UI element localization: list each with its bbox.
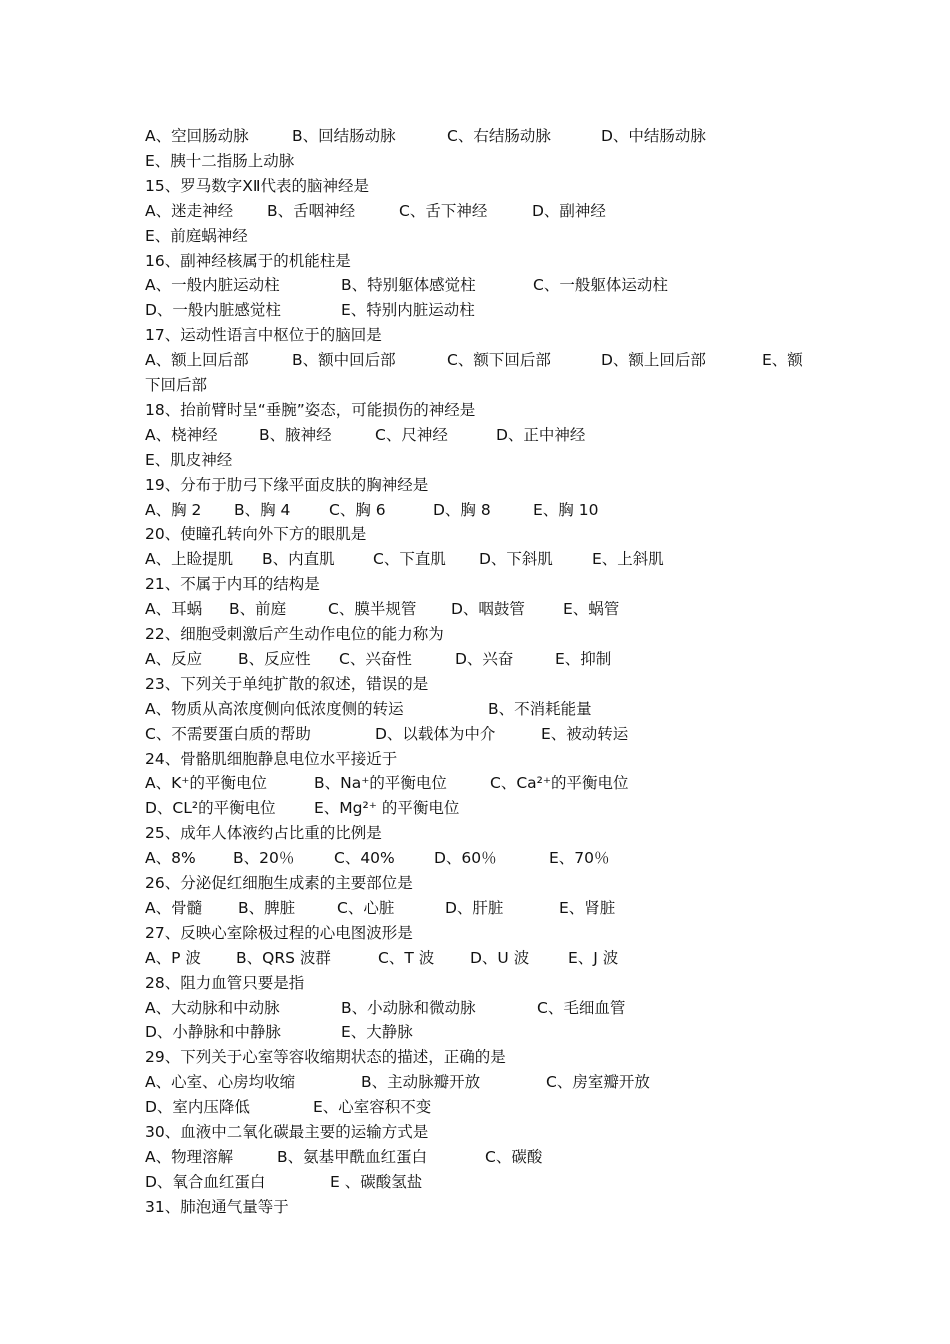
option-text: A、额上回后部 (145, 351, 249, 370)
option-text: C、Ca²⁺的平衡电位 (490, 774, 629, 793)
option-text: E、胸 10 (533, 500, 599, 519)
option-text: B、舌咽神经 (267, 201, 356, 220)
option-text: A、大动脉和中动脉 (145, 998, 280, 1017)
option-text: C、舌下神经 (399, 201, 488, 220)
option-text: C、尺神经 (375, 425, 448, 444)
line-text: E、胰十二指肠上动脉 (145, 151, 295, 170)
option-text: C、胸 6 (329, 500, 386, 519)
option-text: A、耳蜗 (145, 600, 203, 619)
option-text: D、60％ (434, 849, 497, 868)
option-text: B、不消耗能量 (488, 699, 592, 718)
option-text: D、副神经 (532, 201, 606, 220)
option-text: D、以载体为中介 (375, 724, 496, 743)
line-text: 16、副神经核属于的机能柱是 (145, 251, 351, 270)
option-text: B、Na⁺的平衡电位 (314, 774, 447, 793)
option-text: C、房室瓣开放 (546, 1073, 650, 1092)
option-text: C、膜半规管 (328, 600, 417, 619)
line-text: 27、反映心室除极过程的心电图波形是 (145, 923, 413, 942)
line-text: 31、肺泡通气量等于 (145, 1197, 289, 1216)
option-text: C、一般躯体运动柱 (533, 276, 668, 295)
line-text: E、前庭蜗神经 (145, 226, 248, 245)
option-text: D、U 波 (470, 948, 530, 967)
option-text: C、下直肌 (373, 550, 446, 569)
option-text: B、QRS 波群 (236, 948, 331, 967)
line-text: 28、阻力血管只要是指 (145, 973, 305, 992)
line-text: 22、细胞受刺激后产生动作电位的能力称为 (145, 625, 444, 643)
option-text: B、20％ (233, 849, 295, 868)
option-text: E、特别内脏运动柱 (341, 301, 475, 320)
option-text: E 、碳酸氢盐 (330, 1172, 423, 1191)
line-text: 19、分布于肋弓下缘平面皮肤的胸神经是 (145, 475, 429, 494)
option-text: C、心脏 (337, 898, 395, 917)
line-text: 26、分泌促红细胞生成素的主要部位是 (145, 874, 413, 892)
option-text: D、正中神经 (496, 425, 586, 444)
option-text: D、下斜肌 (479, 550, 553, 569)
option-text: D、CL²的平衡电位 (145, 799, 276, 818)
option-text: D、中结肠动脉 (601, 127, 706, 145)
option-text: E、抑制 (555, 649, 612, 668)
option-text: B、脾脏 (238, 898, 296, 917)
option-text: A、K⁺的平衡电位 (145, 774, 267, 793)
line-text: E、肌皮神经 (145, 450, 233, 469)
option-text: A、反应 (145, 649, 203, 668)
option-text: C、T 波 (378, 948, 435, 967)
line-text: 下回后部 (145, 376, 208, 394)
option-text: D、一般内脏感觉柱 (145, 301, 281, 320)
line-text: 15、罗马数字ⅩⅡ代表的脑神经是 (145, 176, 369, 195)
option-text: E、J 波 (568, 948, 619, 967)
option-text: A、P 波 (145, 948, 201, 967)
line-text: 30、血液中二氧化碳最主要的运输方式是 (145, 1123, 429, 1141)
option-text: A、物质从高浓度侧向低浓度侧的转运 (145, 699, 404, 718)
line-text: 29、下列关于心室等容收缩期状态的描述，正确的是 (145, 1048, 506, 1067)
line-text: 21、不属于内耳的结构是 (145, 575, 320, 594)
option-text: A、物理溶解 (145, 1147, 234, 1166)
option-text: E、大静脉 (341, 1023, 413, 1042)
option-text: A、8% (145, 849, 196, 868)
option-text: E、额 (762, 351, 803, 370)
line-text: 17、运动性语言中枢位于的脑回是 (145, 326, 382, 345)
option-text: A、桡神经 (145, 425, 218, 444)
option-text: B、特别躯体感觉柱 (341, 276, 476, 295)
option-text: C、毛细血管 (537, 998, 626, 1017)
option-text: E、被动转运 (541, 724, 629, 743)
option-text: C、不需要蛋白质的帮助 (145, 724, 311, 743)
option-text: B、内直肌 (262, 550, 335, 569)
option-text: B、回结肠动脉 (292, 127, 396, 145)
option-text: A、骨髓 (145, 898, 203, 917)
option-text: B、腋神经 (259, 425, 332, 444)
option-text: A、胸 2 (145, 500, 202, 519)
option-text: D、咽鼓管 (451, 600, 525, 619)
option-text: D、室内压降低 (145, 1098, 250, 1117)
option-text: D、额上回后部 (601, 351, 706, 370)
option-text: A、一般内脏运动柱 (145, 276, 280, 295)
option-text: B、小动脉和微动脉 (341, 998, 476, 1017)
line-text: 23、下列关于单纯扩散的叙述，错误的是 (145, 674, 429, 693)
option-text: A、心室、心房均收缩 (145, 1073, 296, 1092)
option-text: A、上睑提肌 (145, 550, 234, 569)
option-text: D、氧合血红蛋白 (145, 1172, 266, 1191)
option-text: C、兴奋性 (339, 649, 412, 668)
option-text: D、兴奋 (455, 649, 514, 668)
option-text: E、心室容积不变 (313, 1098, 432, 1117)
option-text: E、蜗管 (563, 600, 620, 619)
option-text: C、额下回后部 (447, 351, 551, 370)
option-text: A、空回肠动脉 (145, 127, 249, 145)
option-text: C、右结肠动脉 (447, 127, 551, 145)
option-text: B、反应性 (238, 649, 311, 668)
option-text: E、70％ (549, 849, 610, 868)
option-text: D、小静脉和中静脉 (145, 1023, 281, 1042)
option-text: D、胸 8 (433, 500, 491, 519)
line-text: 20、使瞳孔转向外下方的眼肌是 (145, 525, 367, 544)
option-text: E、肾脏 (559, 898, 616, 917)
option-text: B、额中回后部 (292, 351, 396, 370)
option-text: B、前庭 (229, 600, 287, 619)
line-text: 24、骨骼肌细胞静息电位水平接近于 (145, 749, 398, 768)
line-text: 18、抬前臂时呈“垂腕”姿态，可能损伤的神经是 (145, 400, 476, 419)
option-text: B、主动脉瓣开放 (361, 1073, 481, 1092)
option-text: A、迷走神经 (145, 201, 234, 220)
line-text: 25、成年人体液约占比重的比例是 (145, 824, 382, 843)
option-text: E、Mg²⁺ 的平衡电位 (314, 799, 460, 818)
option-text: B、胸 4 (234, 500, 291, 519)
option-text: C、碳酸 (485, 1147, 543, 1166)
option-text: B、氨基甲酰血红蛋白 (277, 1147, 428, 1166)
option-text: D、肝脏 (445, 898, 504, 917)
option-text: C、40% (334, 849, 395, 868)
option-text: E、上斜肌 (592, 550, 664, 569)
